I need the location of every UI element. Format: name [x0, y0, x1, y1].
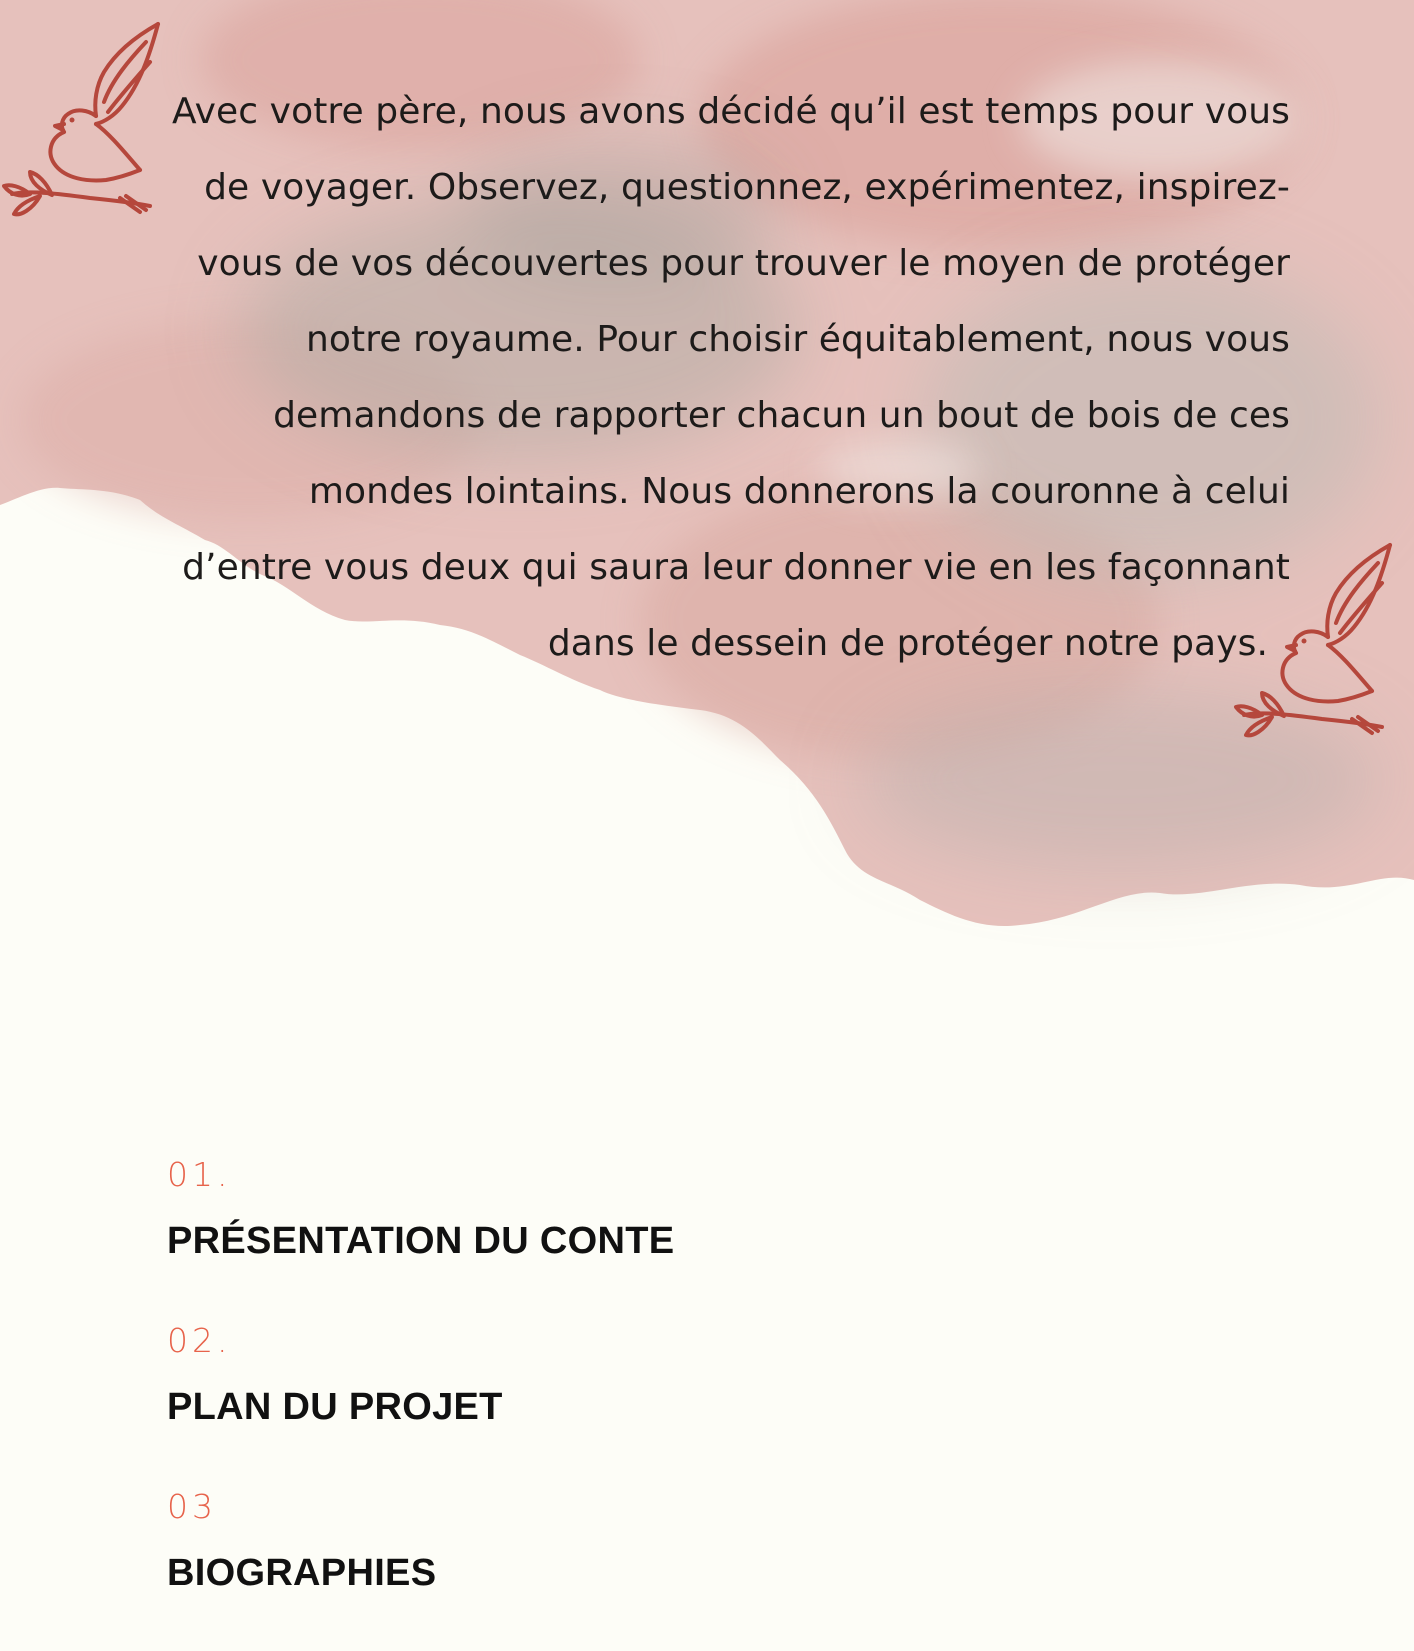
intro-line: mondes lointains. Nous donnerons la couronne à celui	[308, 471, 1290, 512]
intro-paragraph	[170, 74, 1290, 682]
toc-item-plan[interactable]	[167, 1319, 674, 1485]
intro-line: d’entre vous deux qui saura leur donner vie en les façonnant	[182, 547, 1290, 588]
toc-item-title: BIOGRAPHIES	[167, 1552, 437, 1594]
table-of-contents	[167, 1153, 674, 1651]
toc-item-biographies[interactable]	[167, 1485, 674, 1651]
intro-line: Avec votre père, nous avons décidé qu’il est temps pour vous	[171, 91, 1290, 132]
intro-line: dans le dessein de protéger notre pays.	[547, 623, 1268, 664]
intro-line: demandons de rapporter chacun un bout de bois de ces	[273, 395, 1290, 436]
intro-line: vous de vos découvertes pour trouver le moyen de protéger	[197, 243, 1290, 284]
toc-item-number: 01.	[167, 1155, 232, 1194]
toc-item-number: 02.	[167, 1321, 232, 1360]
intro-line: de voyager. Observez, questionnez, expérimentez, inspirez-	[204, 167, 1290, 208]
toc-item-presentation[interactable]	[167, 1153, 674, 1319]
intro-line: notre royaume. Pour choisir équitablement, nous vous	[305, 319, 1290, 360]
dove-with-olive-branch-icon	[0, 14, 170, 219]
toc-item-title: PLAN DU PROJET	[167, 1386, 503, 1428]
toc-item-title: PRÉSENTATION DU CONTE	[167, 1220, 675, 1262]
toc-item-number: 03	[167, 1487, 217, 1526]
